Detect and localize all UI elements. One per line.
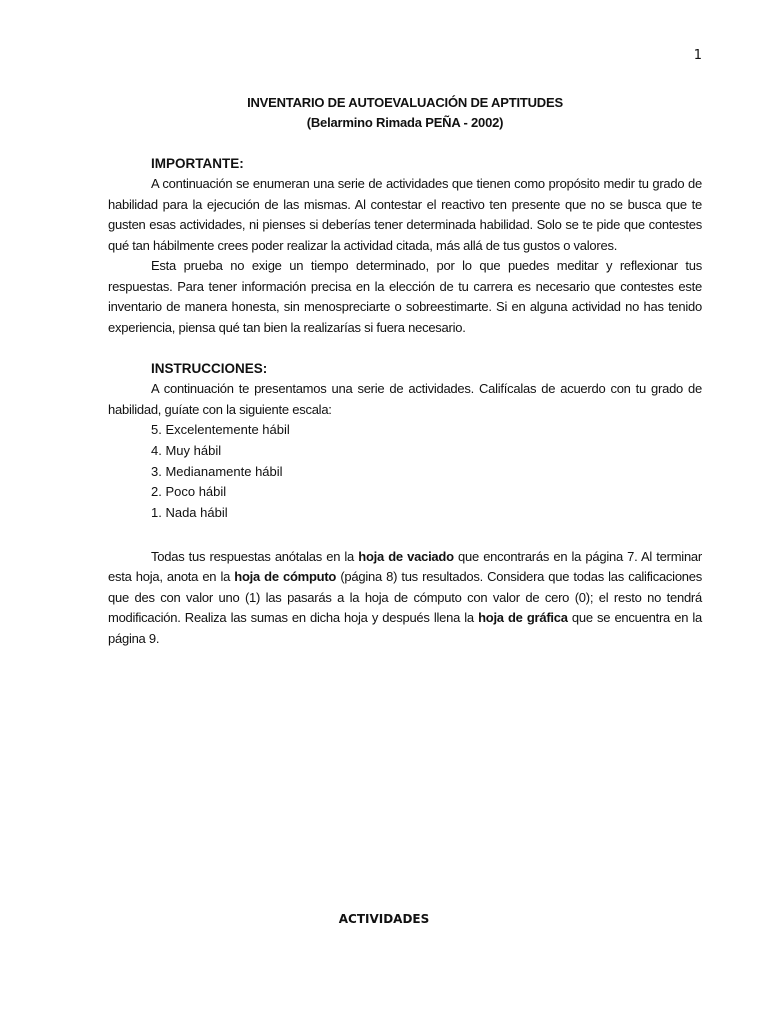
hoja-de-vaciado-term: hoja de vaciado — [358, 548, 454, 564]
hoja-de-grafica-term: hoja de gráfica — [478, 610, 568, 626]
rating-scale-list — [108, 420, 702, 524]
document-body — [108, 93, 702, 649]
hoja-de-computo-term: hoja de cómputo — [234, 569, 337, 585]
scale-item: 1. Nada hábil — [151, 505, 228, 521]
final-text-4: que se encuentra en la página 9. — [108, 610, 702, 646]
final-text-3: (página 8) tus resultados. Considera que todas las calificaciones que des con valor uno (1) las pasarás a la hoja de cómputo con valor de cero (0); el resto no tendrá modificación. Realiza las sumas en dicha hoja y después llena la — [108, 569, 703, 626]
scale-item: 2. Poco hábil — [151, 484, 227, 500]
scale-item: 3. Medianamente hábil — [151, 463, 283, 479]
instrucciones-heading: INSTRUCCIONES: — [151, 361, 268, 376]
scale-item: 5. Excelentemente hábil — [151, 422, 290, 437]
instrucciones-intro: A continuación te presentamos una serie de actividades. Califícalas de acuerdo con tu grado de habilidad, guíate con la siguiente escala: — [108, 381, 702, 417]
final-text-2: que encontrarás en la página 7. Al terminar esta hoja, anota en la — [108, 548, 702, 585]
importante-paragraph: A continuación se enumeran una serie de actividades que tienen como propósito medir tu grado de habilidad para la ejecución de las mismas. Al contestar el reactivo ten presente que no se busca que te gusten esas actividades, ni pienses si deberías tener determinada habilidad. Solo se te pide que contestes qué tan hábilmente crees poder realizar la actividad citada, más allá de tus gustos o valores. — [108, 176, 702, 253]
document-title: INVENTARIO DE AUTOEVALUACIÓN DE APTITUDES — [247, 95, 563, 110]
final-text-1: Todas tus respuestas anótalas en la — [151, 548, 359, 564]
activities-heading: ACTIVIDADES — [338, 912, 430, 926]
document-subtitle: (Belarmino Rimada PEÑA - 2002) — [306, 115, 504, 130]
importante-heading: IMPORTANTE: — [151, 156, 244, 171]
scale-item: 4. Muy hábil — [151, 442, 222, 458]
instrucciones-final-paragraph — [108, 547, 702, 650]
page-number: 1 — [693, 48, 702, 63]
importante-paragraph: Esta prueba no exige un tiempo determinado, por lo que puedes meditar y reflexionar tus respuestas. Para tener información precisa en la elección de tu carrera es necesario que contestes este inventario de manera honesta, sin menospreciarte o sobreestimarte. Si en alguna actividad no has tenido experiencia, piensa qué tan bien la realizarías si fuera necesario. — [108, 258, 702, 335]
